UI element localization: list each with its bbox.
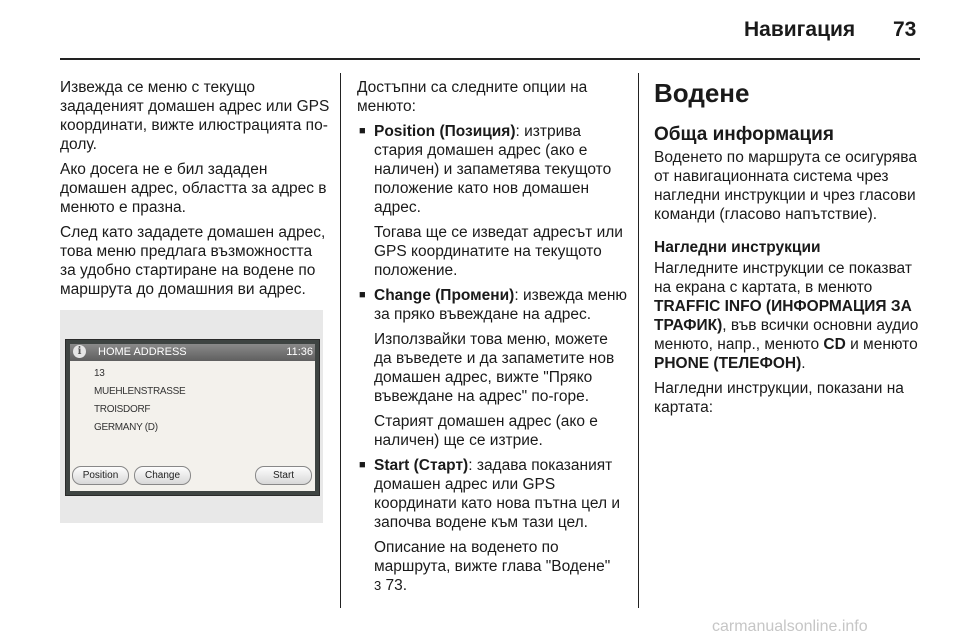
option-label: Position (Позиция): [374, 123, 516, 140]
page-reference[interactable]: 73.: [385, 577, 408, 594]
menu-name-phone: PHONE (ТЕЛЕФОН): [654, 355, 802, 372]
option-note-text: Описание на воденето по маршрута, вижте глава "Водене": [374, 539, 611, 575]
address-line: GERMANY (D): [94, 422, 158, 433]
screen-clock: 11:36: [286, 346, 313, 358]
option-position: [357, 122, 629, 217]
col1-paragraph-1: Извежда се меню с текущо зададеният домашен адрес или GPS координати, вижте илюстрацията по-долу.: [60, 79, 330, 153]
address-line: TROISDORF: [94, 404, 151, 415]
option-start: [357, 456, 629, 532]
option-text: : задава показаният домашен адрес или GPS координати като нова пътна цел и започва водене към тази цел.: [374, 457, 620, 531]
column-divider-2: [638, 73, 639, 608]
col1-paragraph-3: След като зададете домашен адрес, това меню предлага възможността за удобно стартиране на водене по маршрута до домашния ви адрес.: [60, 224, 326, 298]
address-line: 13: [94, 368, 105, 379]
page-title: Навигация: [744, 18, 856, 41]
column-3: [654, 78, 924, 423]
display-bezel: [65, 339, 320, 496]
subheading-visual-instructions: Нагледни инструкции: [654, 239, 821, 256]
option-note: Използвайки това меню, можете да въведете и да запаметите нов домашен адрес, вижте "Пряко въвеждане на адрес" по-горе.: [374, 331, 615, 405]
address-line: MUEHLENSTRASSE: [94, 386, 186, 397]
col1-paragraph-2: Ако досега не е бил зададен домашен адрес, областта за адрес в менюто е празна.: [60, 161, 327, 216]
info-icon: i: [73, 345, 86, 358]
option-change: [357, 286, 629, 324]
col3-paragraph-1: Воденето по маршрута се осигурява от навигационната система чрез нагледни инструкции и чрез гласови команди (гласово напътствие).: [654, 149, 917, 223]
start-button[interactable]: Start: [255, 466, 312, 485]
change-button[interactable]: Change: [134, 466, 191, 485]
home-address-screenshot: [60, 310, 323, 523]
option-note: Тогава ще се изведат адресът или GPS координатите на текущото положение.: [374, 224, 623, 279]
position-button[interactable]: Position: [72, 466, 129, 485]
col2-intro: Достъпни са следните опции на менюто:: [357, 79, 588, 115]
header-divider: [60, 58, 920, 60]
option-text: : извежда меню за пряко въвеждане на адрес.: [374, 287, 628, 323]
page-number: 73: [893, 18, 917, 41]
screen-title: HOME ADDRESS: [98, 346, 187, 358]
menu-name-traffic-info: TRAFFIC INFO (ИНФОРМАЦИЯ ЗА ТРАФИК): [654, 298, 912, 334]
menu-name-cd: CD: [823, 336, 846, 353]
screen-titlebar: [70, 344, 315, 361]
subsection-heading: Обща информация: [654, 124, 834, 145]
option-label: Start (Старт): [374, 457, 469, 474]
text-run: и менюто: [845, 336, 918, 353]
text-run: , във всички основни аудио менюто, напр., менюто: [654, 317, 919, 353]
column-1: [60, 78, 330, 305]
display-screen: [70, 344, 315, 491]
col3-paragraph-2: [654, 259, 924, 373]
page-header: [0, 0, 960, 60]
bullet-icon: ■: [359, 289, 366, 301]
option-label: Change (Промени): [374, 287, 515, 304]
text-run: Нагледните инструкции се показват на екрана с картата, в менюто: [654, 260, 912, 296]
bullet-icon: ■: [359, 459, 366, 471]
option-text: : изтрива стария домашен адрес (ако е наличен) и запаметява текущото положение като нов домашен адрес.: [374, 123, 612, 216]
bullet-icon: ■: [359, 125, 366, 137]
col3-paragraph-3: Нагледни инструкции, показани на картата:: [654, 380, 904, 416]
watermark: carmanualsonline.info: [712, 618, 868, 635]
page-reference-icon: 3: [374, 578, 382, 593]
option-note: [357, 538, 629, 595]
section-heading: Водене: [654, 78, 750, 108]
text-run: .: [801, 355, 806, 372]
column-divider-1: [340, 73, 341, 608]
option-note: Старият домашен адрес (ако е наличен) ще се изтрие.: [374, 413, 598, 449]
column-2: [357, 78, 629, 601]
